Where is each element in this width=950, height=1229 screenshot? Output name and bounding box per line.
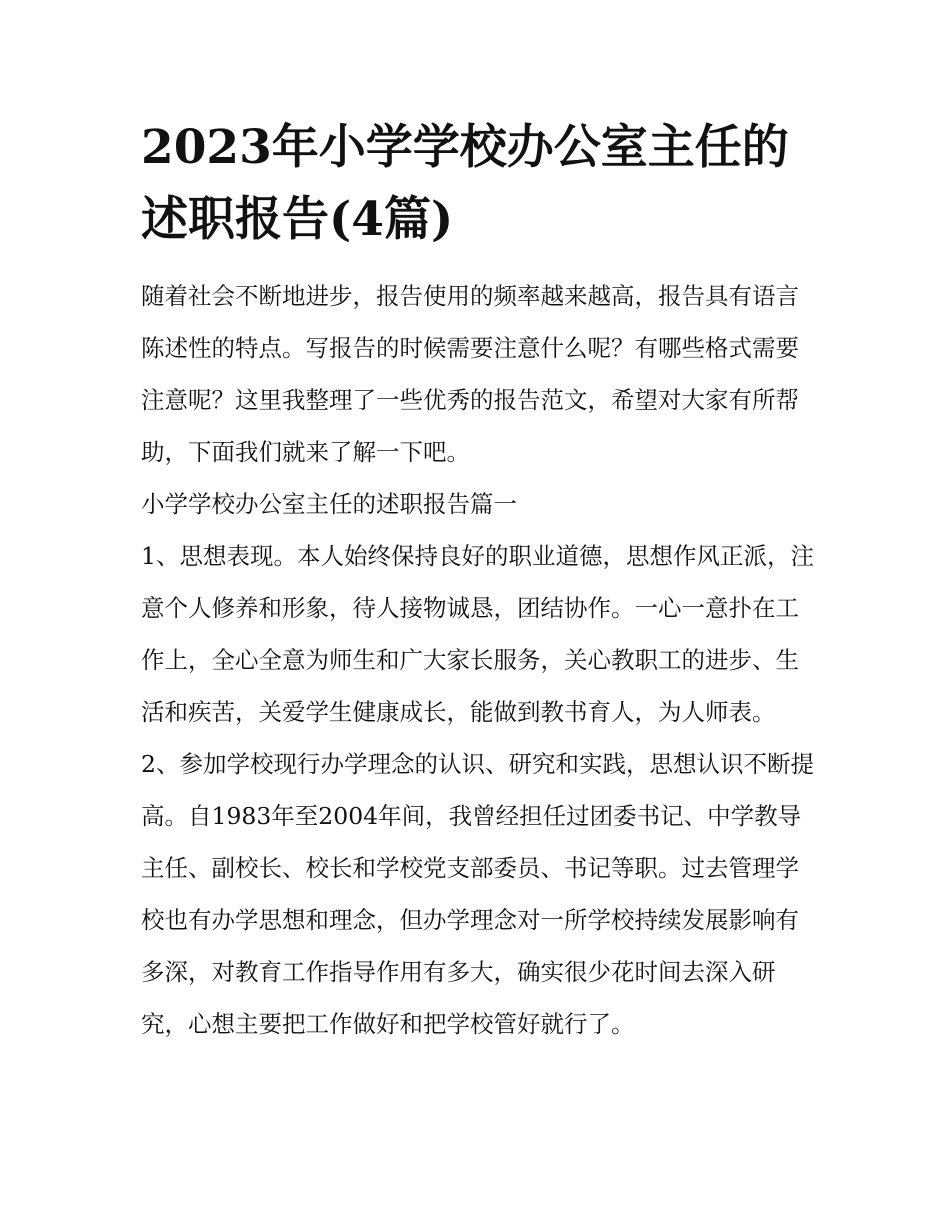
body-paragraph-1: 1、思想表现。本人始终保持良好的职业道德，思想作风正派，注意个人修养和形象，待人接物诚恳，团结协作。一心一意扑在工作上，全心全意为师生和广大家长服务，关心教职工的进步、生活和疾苦，关爱学生健康成长，能做到教书育人，为人师表。 (141, 542, 814, 726)
section-heading: 小学学校办公室主任的述职报告篇一 (141, 490, 517, 518)
document-page (141, 112, 821, 1050)
intro-paragraph: 随着社会不断地进步，报告使用的频率越来越高，报告具有语言陈述性的特点。写报告的时候需要注意什么呢？有哪些格式需要注意呢？这里我整理了一些优秀的报告范文，希望对大家有所帮助，下面我们就来了解一下吧。 (141, 282, 799, 466)
body-paragraph-2: 2、参加学校现行办学理念的认识、研究和实践，思想认识不断提高。自1983年至2004年间，我曾经担任过团委书记、中学教导主任、副校长、校长和学校党支部委员、书记等职。过去管理学校也有办学思想和理念，但办学理念对一所学校持续发展影响有多深，对教育工作指导作用有多大，确实很少花时间去深入研究，心想主要把工作做好和把学校管好就行了。 (141, 750, 814, 1038)
document-title: 2023年小学学校办公室主任的述职报告(4篇) (141, 120, 789, 247)
